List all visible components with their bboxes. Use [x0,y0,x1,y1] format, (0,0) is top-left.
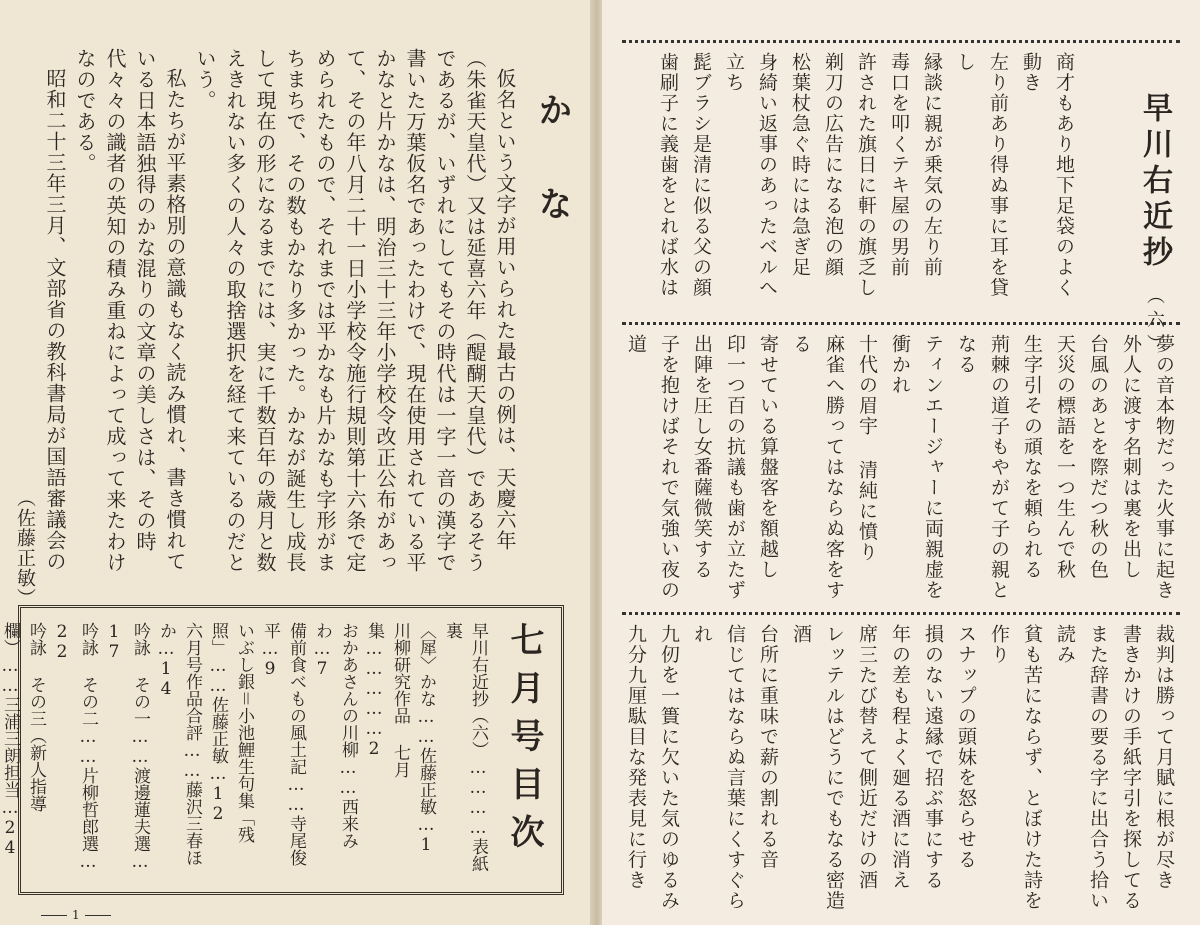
poem-line: 許された旗日に軒の旗乏し [855,52,877,298]
divider [622,322,1180,325]
poem-line: 裁判は勝って月賦に根が尽き [1153,624,1175,891]
left-page [0,0,592,925]
toc-item[interactable]: いぶし銀＝小池鯉生句集「残照」……佐藤正敏…12 [208,622,254,843]
poem-line: 印一つ百の抗議も歯が立たず [724,334,746,601]
divider [622,40,1180,43]
poem-line: 年の差も程よく廻る酒に消え [889,624,911,891]
poem-line: 損のない遠縁で招ぶ事にする [922,624,944,891]
essay-paragraph: 昭和二十三年三月、文部省の教科書局が国語審議会の [43,68,67,572]
poem-line: 縁談に親が乗気の左り前 [921,52,943,278]
poem-block-bottom [625,624,1180,914]
toc-item[interactable]: 備前食べもの風土記……寺尾俊平…9 [260,622,306,866]
essay-author: （佐藤正敏） [14,488,36,608]
toc-item[interactable]: 川柳研究作品 七月集……………2 [364,622,410,778]
table-of-contents [0,605,564,895]
toc-list [0,622,491,884]
essay-body [40,48,520,588]
toc-item[interactable]: 〈犀〉かな……佐藤正敏…1 [416,622,436,855]
poem-line: 台所に重味で薪の割れる音 [757,624,779,870]
toc-item[interactable]: 吟詠 その三（新人指導欄）……三浦三朗担当…24 [0,622,46,858]
poem-line: レッテルはどうにでもなる密造酒 [790,624,845,911]
poem-line: 台風のあとを際だつ秋の色 [1087,334,1109,580]
poem-line: 左り前あり得ぬ事に耳を貸し [954,52,1009,298]
poem-line: スナップの頭妹を怒らせる [955,624,977,870]
poem-line: 出陣を圧し女番薩微笑する [691,334,713,580]
poem-line: 貧も苦にならず、とぼけた詩を作り [988,624,1043,911]
poem-line: ティンエージャーに両親虚を衝かれ [889,334,944,601]
poem-line: 九分九厘駄目な発表見に行き [625,624,647,891]
toc-item[interactable]: 吟詠 その二……片柳哲郎選…22 [52,622,98,872]
poem-line: また辞書の要る字に出合う拾い読み [1054,624,1109,911]
poem-line: 生字引その頑なを頼られる [1021,334,1043,580]
toc-item[interactable]: 早川右近抄（六）…………表紙裏 [442,622,488,872]
essay-paragraph: 仮名という文字が用いられた最古の例は、天慶六年（朱雀天皇代）又は延喜六年（醍醐天皇代）であるそうであるが、いずれにしてもその時代は一字一音の漢字で書いた万葉仮名であったわけで、現在使用されている平かなと片かなは、明治三十三年小学校令改正公布があって、その年八月二十一日小学校令施行規則第十六条で定められたもので、それまでは平かなも片かなも字形がまちまちで、その数もかなり多かった。かなが誕生し成長して現在の形になるまでには、実に千数百年の歳月と数えきれない多くの人々の取捨選択を経て来ているのだという。 [193,48,517,573]
poem-title [1132,92,1176,358]
poem-line: 天災の標語を一つ生んで秋 [1054,334,1076,580]
poem-line: 髭ブラシ是清に似る父の顔 [690,52,712,298]
poem-title-text: 早川右近抄 [1137,92,1172,272]
page-number: 1 [36,908,116,922]
toc-item[interactable]: おかあさんの川柳……西来みわ…7 [312,622,358,849]
poem-line: 歯刷子に義歯をとれば水は [657,52,679,298]
poem-line: 書きかけの手紙字引を探してる [1120,624,1142,911]
divider [622,612,1180,615]
poem-line: 商才もあり地下足袋のよく動き [1020,52,1075,298]
toc-title: 七月号目次 [504,622,544,862]
essay-paragraph: 私たちが平素格別の意識もなく読み慣れ、書き慣れている日本語独得のかな混りの文章の美しさは、その時代々々の識者の英知の積み重ねによって成って来たわけなのである。 [73,48,187,573]
essay-title: かな [532,92,572,280]
poem-line: 寄せている算盤客を額越し [757,334,779,580]
poem-line: 九仞を一簣に欠いた気のゆるみ [658,624,680,911]
poem-line: 荊棘の道子もやがて子の親となる [955,334,1010,601]
poem-line: 外人に渡す名刺は裏を出し [1120,334,1142,580]
poem-line: 剃刀の広告になる泡の顔 [822,52,844,278]
toc-item[interactable]: 吟詠 その一……渡邊蓮夫選…17 [104,622,150,872]
poem-line: 席三たび替えて側近だけの酒 [856,624,878,891]
poem-block-top [650,52,1080,310]
poem-line: 信じてはならぬ言葉にくすぐられ [691,624,746,911]
poem-line: 毒口を叩くテキ屋の男前 [888,52,910,278]
poem-line: 十代の眉宇 清純に憤り [856,334,878,563]
poem-part: （六） [1144,286,1165,358]
poem-line: 松葉杖急ぐ時には急ぎ足 [789,52,811,278]
right-page [602,0,1200,925]
poem-block-middle [625,334,1180,602]
poem-line: 身綺い返事のあったベルへ立ち [723,52,778,298]
poem-line: 麻雀へ勝ってはならぬ客をする [790,334,845,601]
poem-line: 子を抱けばそれで気強い夜の道 [625,334,680,601]
toc-item[interactable]: 六月号作品合評……藤沢三春ほか…14 [156,622,202,866]
poem-line: 夢の音本物だった火事に起き [1153,334,1175,601]
